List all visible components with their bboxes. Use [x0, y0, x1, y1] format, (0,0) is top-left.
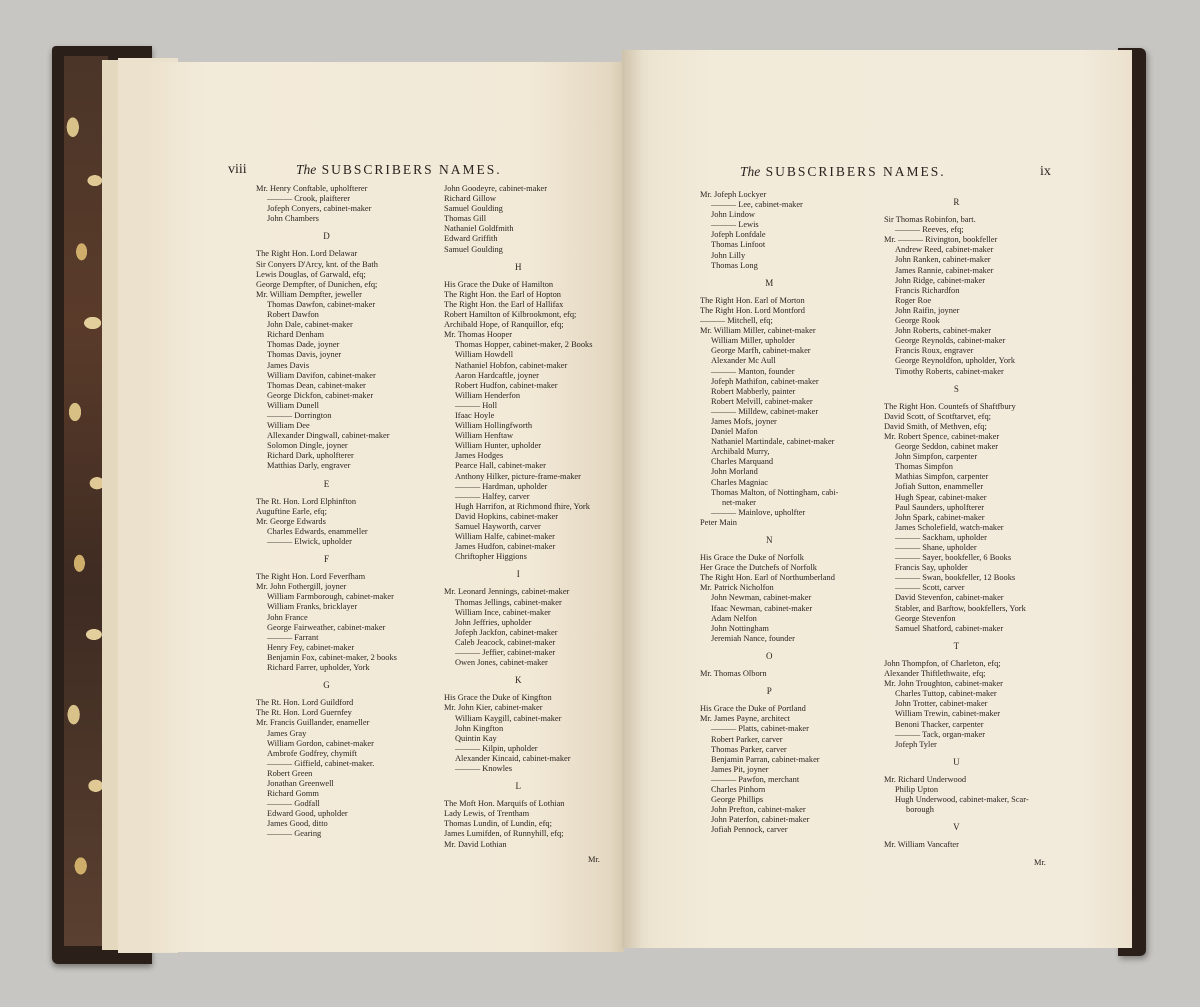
subscriber-entry: ——— Mainlove, upholfter [711, 507, 806, 517]
section-letter: P [766, 686, 772, 697]
subscriber-entry: John Ranken, cabinet-maker [895, 255, 991, 265]
subscriber-entry: Aaron Hardcaftle, joyner [455, 370, 539, 380]
subscriber-entry: Thomas Simpfon [895, 462, 953, 472]
subscriber-entry: Her Grace the Dutchefs of Norfolk [700, 563, 817, 573]
section-letter: F [323, 554, 329, 565]
subscriber-entry: Ifaac Hoyle [455, 410, 495, 420]
subscriber-entry: Francis Roux, engraver [895, 346, 974, 356]
subscriber-entry: James Rannie, cabinet-maker [895, 265, 994, 275]
subscriber-entry: George Dickfon, cabinet-maker [267, 390, 374, 400]
subscriber-entry: James Davis [267, 360, 310, 370]
left-page [148, 62, 624, 952]
subscriber-entry: John Simpfon, carpenter [895, 452, 978, 462]
subscriber-entry: William Henftaw [455, 431, 514, 441]
subscriber-entry: Samuel Shatford, cabinet-maker [895, 623, 1004, 633]
subscriber-entry: Robert Hudfon, cabinet-maker [455, 380, 558, 390]
subscriber-entry: Thomas Gill [444, 214, 487, 224]
subscriber-entry: The Right Hon. Lord Feverfham [256, 572, 366, 582]
subscriber-entry: James Good, ditto [267, 819, 328, 829]
subscriber-entry: John Ridge, cabinet-maker [895, 275, 986, 285]
subscriber-entry: James Mofs, joyner [711, 416, 777, 426]
subscriber-entry: Roger Roe [895, 295, 932, 305]
subscriber-entry: William Miller, upholder [711, 336, 795, 346]
subscriber-entry: ——— Manton, founder [711, 366, 795, 376]
subscriber-entry: ——— Elwick, upholder [267, 537, 352, 546]
subscriber-entry: William Henderfon [455, 390, 521, 400]
subscriber-entry: Mr. Robert Spence, cabinet-maker [884, 431, 1000, 441]
subscriber-entry: John Nottingham [711, 623, 769, 633]
subscriber-entry: Edward Good, upholder [267, 809, 348, 819]
subscriber-entry: George Reynolds, cabinet-maker [895, 336, 1006, 346]
subscriber-entry: Mr. John Kier, cabinet-maker [444, 703, 543, 713]
subscriber-column [700, 190, 838, 835]
subscriber-entry: ——— Farrant [267, 632, 319, 642]
subscriber-entry: Nathaniel Hobfon, cabinet-maker [455, 360, 568, 370]
subscriber-entry: ——— Swan, bookfeller, 12 Books [895, 573, 1016, 583]
subscriber-entry: ——— Tack, organ-maker [895, 729, 986, 739]
subscriber-entry: Nathaniel Goldfmith [444, 224, 514, 234]
header-title: SUBSCRIBERS NAMES. [765, 164, 946, 179]
subscriber-entry: David Scott, of Scotftarvet, efq; [884, 411, 991, 421]
subscriber-entry: Hugh Spear, cabinet-maker [895, 492, 987, 502]
subscriber-entry: Edward Griffith [444, 234, 498, 244]
subscriber-entry: John Trotter, cabinet-maker [895, 699, 988, 709]
page-number: viii [228, 162, 247, 177]
subscriber-entry: Charles Tuttop, cabinet-maker [895, 689, 997, 699]
subscriber-entry: The Right Hon. Lord Delawar [256, 249, 358, 259]
section-letter: I [516, 569, 520, 580]
subscriber-entry: Samuel Goulding [444, 244, 503, 254]
subscriber-entry: His Grace the Duke of Hamilton [444, 279, 554, 289]
subscriber-entry: ——— Dorrington [267, 410, 332, 420]
subscriber-entry: John Newman, cabinet-maker [711, 593, 812, 603]
subscriber-entry: Archibald Murry, [711, 447, 770, 457]
subscriber-entry: Ambrofe Godfrey, chymift [267, 748, 357, 758]
subscriber-entry: ——— Crook, plaifterer [267, 194, 351, 204]
subscriber-entry: Mr. James Payne, architect [700, 714, 791, 724]
subscriber-entry: William Gordon, cabinet-maker [267, 738, 374, 748]
subscriber-entry: ——— Scott, carver [895, 583, 965, 593]
subscriber-entry: Mr. William Vancafter [884, 840, 959, 850]
subscriber-entry: Richard Denham [267, 330, 324, 340]
subscriber-entry: Jofeph Mathifon, cabinet-maker [711, 376, 819, 386]
subscriber-entry: Mr. ——— Rivington, bookfeller [884, 235, 998, 245]
subscriber-entry: Jofeph Tyler [895, 739, 937, 749]
subscriber-entry: John France [267, 612, 308, 622]
subscriber-entry: John Chambers [267, 214, 319, 224]
subscriber-entry: Mathias Simpfon, carpenter [895, 472, 989, 482]
subscriber-entry: Mr. Leonard Jennings, cabinet-maker [444, 587, 570, 597]
subscriber-entry: Robert Dawfon [267, 310, 319, 320]
subscriber-entry: His Grace the Duke of Portland [700, 704, 806, 714]
gutter-shadow [622, 50, 652, 948]
subscriber-entry: The Rt. Hon. Lord Guernfey [256, 708, 352, 718]
header-article: The [296, 162, 317, 177]
subscriber-entry: Richard Gomm [267, 789, 319, 799]
section-letter: M [765, 277, 774, 288]
subscriber-entry: ——— Jeffier, cabinet-maker [455, 648, 556, 658]
subscriber-entry: Auguftine Earle, efq; [256, 506, 327, 516]
subscriber-entry: Mr. Patrick Nicholfon [700, 583, 774, 593]
subscriber-entry: ——— Godfall [267, 799, 320, 809]
subscriber-entry: John Lindow [711, 210, 755, 220]
section-letter: O [765, 650, 773, 661]
subscriber-entry: Charles Edwards, enammeller [267, 526, 368, 536]
subscriber-entry: Charles Marquand [711, 457, 774, 467]
subscriber-entry: ——— Kilpin, upholder [455, 743, 538, 753]
subscriber-entry: Sir Thomas Robinfon, bart. [884, 215, 976, 225]
subscriber-entry: William Kaygill, cabinet-maker [455, 713, 562, 723]
subscriber-entry: John Spark, cabinet-maker [895, 512, 985, 522]
subscriber-entry: Jeremiah Nance, founder [711, 633, 795, 643]
section-letter: S [953, 383, 959, 394]
subscriber-entry: Samuel Hayworth, carver [455, 522, 541, 531]
right-page [622, 50, 1132, 948]
subscriber-entry: Alexander Thiftlethwaite, efq; [884, 669, 986, 679]
section-letter: N [765, 535, 773, 545]
subscriber-entry: Thomas Lundin, of Lundin, efq; [444, 819, 552, 829]
subscriber-entry: William Dee [267, 421, 310, 431]
subscriber-entry: ——— Lewis [711, 220, 759, 230]
subscriber-entry: Mr. Richard Underwood [884, 774, 967, 784]
section-letter: K [514, 675, 522, 686]
subscriber-entry: John Thompfon, of Charleton, efq; [884, 658, 1001, 668]
subscriber-entry: The Right Hon. Countefs of Shaftfbury [884, 401, 1016, 411]
subscriber-entry: Mr. John Fothergill, joyner [256, 582, 347, 592]
subscriber-entry: Mr. Francis Guillander, enameller [256, 718, 370, 728]
subscriber-entry: Nathaniel Martindale, cabinet-maker [711, 437, 835, 447]
subscriber-entry: ——— Holl [455, 400, 498, 410]
subscriber-entry: ——— Reeves, efq; [895, 225, 964, 235]
subscriber-entry: David Stevenfon, cabinet-maker [895, 593, 1004, 603]
subscriber-entry: Henry Fey, cabinet-maker [267, 642, 355, 652]
catchword: Mr. [1034, 858, 1046, 867]
subscriber-entry: ——— Hardman, upholder [455, 481, 548, 491]
subscriber-entry: Benjamin Parran, cabinet-maker [711, 754, 820, 764]
subscriber-entry: George Seddon, cabinet maker [895, 442, 999, 452]
subscriber-entry: Robert Mabberly, painter [711, 386, 796, 396]
subscriber-entry: Mr. David Lothian [444, 839, 507, 849]
subscriber-entry: Thomas Dean, cabinet-maker [267, 380, 366, 390]
subscriber-entry: Thomas Malton, of Nottingham, cabi- [711, 487, 839, 497]
subscriber-entry: ——— Shane, upholder [895, 543, 977, 552]
subscriber-entry: James Lumifden, of Runnyhill, efq; [444, 829, 564, 839]
subscriber-entry: Samuel Goulding [444, 204, 503, 214]
subscriber-entry: ——— Halfey, carver [455, 491, 530, 501]
subscriber-entry: Timothy Roberts, cabinet-maker [895, 366, 1004, 376]
subscriber-entry: George Dempfter, of Dunichen, efq; [256, 279, 378, 289]
section-letter: H [514, 261, 522, 272]
subscriber-entry: Mr. Thomas Hooper [444, 330, 513, 340]
subscriber-entry: William Ince, cabinet-maker [455, 607, 551, 617]
section-letter: R [953, 197, 960, 207]
subscriber-entry: William Howdell [455, 350, 514, 360]
subscriber-entry: Jofeph Jackfon, cabinet-maker [455, 627, 558, 637]
subscriber-entry: Thomas Dade, joyner [267, 340, 340, 350]
subscriber-entry: Jofeph Conyers, cabinet-maker [267, 204, 372, 214]
subscriber-entry: William Farmborough, cabinet-maker [267, 592, 394, 602]
subscriber-entry: John Dale, cabinet-maker [267, 320, 353, 330]
subscriber-entry: Robert Hamilton of Kilbrookmont, efq; [444, 310, 577, 320]
subscriber-entry: ——— Giffield, cabinet-maker. [267, 758, 375, 768]
subscriber-entry: Francis Richardfon [895, 285, 960, 295]
subscriber-entry: Mr. Thomas Olborn [700, 669, 767, 679]
header-title: SUBSCRIBERS NAMES. [321, 162, 502, 177]
subscriber-entry: Allexander Dingwall, cabinet-maker [267, 431, 390, 441]
section-letter: V [953, 822, 960, 833]
subscriber-entry: Andrew Reed, cabinet-maker [895, 245, 994, 255]
subscriber-entry: The Right Hon. the Earl of Hopton [444, 289, 561, 299]
subscriber-entry: The Right Hon. Lord Montford [700, 305, 805, 315]
subscriber-entry: David Hopkins, cabinet-maker [455, 511, 559, 521]
subscriber-entry: George Phillips [711, 795, 764, 805]
subscriber-entry: ——— Lee, cabinet-maker [711, 200, 803, 210]
subscriber-entry: John Paterfon, cabinet-maker [711, 815, 810, 825]
subscriber-entry: net-maker [722, 497, 756, 507]
subscriber-entry: William Hollingfworth [455, 421, 533, 431]
subscriber-entry: Thomas Long [711, 260, 758, 270]
subscriber-entry: Thomas Davis, joyner [267, 350, 342, 360]
subscriber-entry: Benoni Thacker, carpenter [895, 719, 984, 729]
subscriber-entry: James Hodges [455, 451, 504, 461]
subscriber-entry: Peter Main [700, 517, 737, 527]
subscriber-entry: George Stevenfon [895, 613, 956, 623]
subscriber-entry: John Prefton, cabinet-maker [711, 805, 806, 815]
running-header [296, 162, 502, 178]
subscriber-entry: Francis Say, upholder [895, 563, 968, 573]
subscriber-entry: Solomon Dingle, joyner [267, 441, 348, 451]
subscriber-entry: The Moft Hon. Marquifs of Lothian [444, 799, 565, 809]
subscriber-entry: Archibald Hope, of Ranquillor, efq; [444, 320, 564, 330]
subscriber-column [884, 190, 1029, 850]
subscriber-entry: Adam Nelfon [711, 613, 757, 623]
subscriber-entry: Alexander Kincaid, cabinet-maker [455, 753, 571, 763]
subscriber-entry: Jofiah Pennock, carver [711, 825, 788, 835]
subscriber-entry: James Scholefield, watch-maker [895, 522, 1004, 532]
subscriber-entry: George Reynoldfon, upholder, York [895, 356, 1016, 366]
subscriber-entry: Anthony Hilker, picture-frame-maker [455, 471, 581, 481]
subscriber-entry: ——— Knowles [455, 763, 512, 773]
subscriber-entry: John Roberts, cabinet-maker [895, 326, 992, 336]
subscriber-entry: His Grace the Duke of Norfolk [700, 553, 804, 563]
subscriber-entry: James Pit, joyner [711, 764, 769, 774]
subscriber-entry: The Right Hon. Earl of Morton [700, 295, 805, 305]
subscriber-entry: Paul Saunders, upholfterer [895, 502, 985, 512]
section-letter: G [323, 680, 330, 691]
subscriber-entry: Mr. William Miller, cabinet-maker [700, 326, 816, 336]
subscriber-entry: James Hudfon, cabinet-maker [455, 542, 556, 552]
subscriber-entry: The Rt. Hon. Lord Elphinfton [256, 496, 357, 506]
subscriber-entry: John Jeffries, upholder [455, 617, 532, 627]
subscriber-entry: Chriftopher Higgions [455, 552, 527, 562]
subscriber-entry: Mr. Jofeph Lockyer [700, 190, 767, 199]
subscriber-entry: William Halfe, cabinet-maker [455, 532, 555, 542]
subscriber-entry: The Right Hon. the Earl of Hallifax [444, 299, 564, 309]
subscriber-entry: John Goodeyre, cabinet-maker [444, 184, 548, 193]
subscriber-entry: Mr. John Troughton, cabinet-maker [884, 679, 1003, 689]
subscriber-entry: Hugh Harrifon, at Richmond fhire, York [455, 501, 590, 511]
subscriber-entry: borough [906, 805, 934, 815]
subscriber-entry: Sir Conyers D'Arcy, knt. of the Bath [256, 259, 378, 269]
section-letter: E [323, 478, 330, 489]
subscriber-entry: ——— Platts, cabinet-maker [711, 724, 809, 734]
subscriber-entry: John Raifin, joyner [895, 305, 960, 315]
subscriber-entry: The Right Hon. Earl of Northumberland [700, 573, 835, 583]
section-letter: D [323, 231, 330, 242]
subscriber-entry: The Rt. Hon. Lord Guildford [256, 698, 354, 708]
subscriber-entry: William Hunter, upholder [455, 441, 542, 451]
subscriber-entry: Owen Jones, cabinet-maker [455, 658, 548, 668]
subscriber-entry: Charles Magniac [711, 477, 768, 487]
subscriber-entry: Matthias Darly, engraver [267, 461, 351, 471]
subscriber-entry: Robert Melvill, cabinet-maker [711, 396, 813, 406]
subscriber-entry: Robert Green [267, 768, 313, 778]
subscriber-entry: Charles Pinhorn [711, 784, 766, 794]
subscriber-entry: William Dunell [267, 400, 319, 410]
subscriber-entry: ——— Sackham, upholder [895, 532, 987, 542]
subscriber-entry: ——— Milldew, cabinet-maker [711, 406, 819, 416]
subscriber-entry: George Rook [895, 316, 940, 326]
subscriber-entry: Mr. Henry Conftable, upholfterer [256, 184, 368, 193]
subscriber-entry: Alexander Mc Aull [711, 356, 776, 366]
subscriber-entry: Richard Gillow [444, 194, 496, 204]
subscriber-entry: Quintin Kay [455, 733, 497, 743]
subscriber-entry: Thomas Hopper, cabinet-maker, 2 Books [455, 340, 593, 350]
subscriber-entry: Thomas Parker, carver [711, 744, 787, 754]
subscriber-entry: George Marfh, cabinet-maker [711, 346, 811, 356]
subscriber-entry: Lady Lewis, of Trentham [444, 809, 530, 819]
subscriber-entry: John Kingfton [455, 723, 504, 733]
subscriber-entry: John Lilly [711, 250, 746, 260]
running-header [740, 164, 946, 180]
subscriber-entry: William Franks, bricklayer [267, 602, 358, 612]
page-number: ix [1040, 164, 1051, 179]
header-article: The [740, 164, 761, 179]
subscriber-entry: Thomas Dawfon, cabinet-maker [267, 299, 376, 309]
subscriber-entry: William Trewin, cabinet-maker [895, 709, 1001, 719]
subscriber-entry: Mr. George Edwards [256, 516, 326, 526]
subscriber-entry: His Grace the Duke of Kingfton [444, 693, 552, 703]
subscriber-entry: William Davifon, cabinet-maker [267, 370, 376, 380]
subscriber-entry: ——— Sayer, bookfeller, 6 Books [895, 553, 1012, 563]
subscriber-entry: Benjamin Fox, cabinet-maker, 2 books [267, 652, 397, 662]
subscriber-entry: Robert Parker, carver [711, 734, 783, 744]
subscriber-entry: Richard Farrer, upholder, York [267, 663, 370, 673]
subscriber-entry: Lewis Douglas, of Garwald, efq; [256, 269, 366, 279]
subscriber-column [256, 184, 397, 840]
subscriber-entry: Philip Upton [895, 784, 939, 794]
subscriber-entry: Jofeph Lonfdale [711, 230, 766, 240]
subscriber-entry: ——— Pawfon, merchant [711, 774, 800, 784]
subscriber-entry: James Gray [267, 728, 307, 738]
section-letter: T [953, 640, 960, 651]
subscriber-entry: David Smith, of Methven, efq; [884, 421, 987, 431]
subscriber-entry: Richard Dark, upholfterer [267, 451, 354, 461]
subscriber-entry: Thomas Linfoot [711, 240, 766, 250]
subscriber-entry: Jofiah Sutton, enammeller [895, 482, 984, 492]
subscriber-entry: John Morland [711, 467, 758, 477]
subscriber-entry: Daniel Mafon [711, 427, 758, 437]
catchword: Mr. [588, 855, 600, 864]
subscriber-entry: Ifaac Newman, cabinet-maker [711, 603, 813, 613]
subscriber-entry: Caleb Jeacock, cabinet-maker [455, 637, 556, 647]
subscriber-entry: Jonathan Greenwell [267, 778, 334, 788]
subscriber-entry: Mr. William Dempfter, jeweller [256, 289, 362, 299]
subscriber-column [444, 184, 592, 850]
subscriber-entry: Pearce Hall, cabinet-maker [455, 461, 546, 471]
subscriber-entry: Hugh Underwood, cabinet-maker, Scar- [895, 795, 1029, 805]
subscriber-entry: Thomas Jellings, cabinet-maker [455, 597, 562, 607]
subscriber-entry: Stabler, and Barftow, bookfellers, York [895, 603, 1026, 613]
subscriber-entry: ——— Mitchell, efq; [700, 316, 773, 326]
subscriber-entry: ——— Gearing [267, 829, 322, 839]
section-letter: L [515, 781, 521, 792]
section-letter: U [953, 756, 960, 767]
subscriber-entry: George Fairweather, cabinet-maker [267, 622, 386, 632]
